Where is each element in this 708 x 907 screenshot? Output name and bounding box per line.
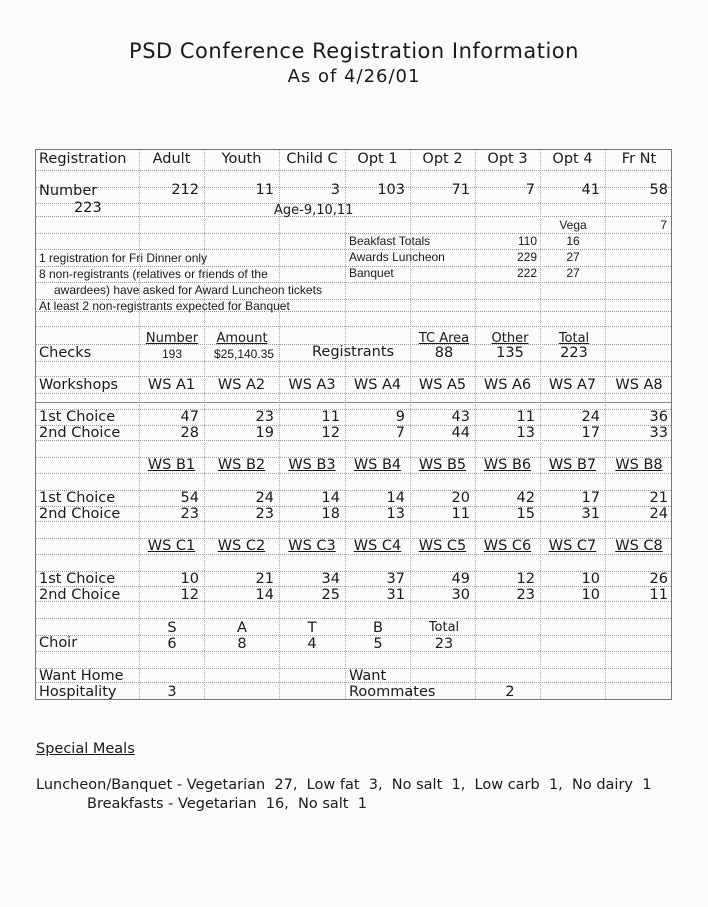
checks-total-value: 223 [560,345,588,361]
first-choice-value: 11 [516,409,535,425]
registration-table [35,149,672,700]
workshop-heading: WS B5 [418,457,467,473]
second-choice-value: 33 [649,425,668,441]
number-value: 212 [171,182,199,198]
second-choice-value: 23 [180,506,199,522]
workshop-heading: WS C1 [147,538,196,554]
checks-total-label: Total [558,331,590,346]
grid-row-line [36,361,671,362]
second-choice-value: 13 [516,425,535,441]
number-value: 11 [255,182,274,198]
second-choice-value: 23 [255,506,274,522]
grid-row-line [36,521,671,522]
workshop-heading: WS B2 [217,457,266,473]
registration-note: 1 registration for Fri Dinner only [39,251,208,265]
grid-column-line [204,150,205,699]
first-choice-value: 21 [649,490,668,506]
first-choice-value: 24 [581,409,600,425]
workshop-heading: WS A1 [147,377,196,393]
workshop-heading: WS A5 [418,377,467,393]
grid-column-line [345,150,346,699]
first-choice-value: 26 [649,571,668,587]
choir-part-label: A [237,620,247,636]
first-choice-value: 36 [649,409,668,425]
first-choice-value: 10 [180,571,199,587]
meal-total-label: Banquet [349,266,394,280]
meal-total-value: 222 [516,266,537,280]
first-choice-value: 9 [395,409,405,425]
grid-row-line [36,601,671,602]
special-meals-line-1: Luncheon/Banquet - Vegetarian 27, Low fat 3, No salt 1, Low carb 1, No dairy 1 [36,777,652,793]
meal-total-vega: 27 [566,250,580,264]
number-value: 41 [581,182,600,198]
child-age-note: Age-9,10,11 [274,203,354,218]
vega-label: Vega [559,218,587,232]
workshop-heading: WS A6 [483,377,532,393]
header-child-c: Child C [286,151,338,167]
hospitality-label: Want Home [39,668,124,684]
workshop-heading: WS C5 [418,538,467,554]
number-value: 7 [525,182,535,198]
second-choice-value: 13 [386,506,405,522]
registration-note: awardees) have asked for Award Luncheon tickets [54,283,322,297]
grid-row-line [36,473,671,474]
workshop-heading: WS B4 [353,457,402,473]
second-choice-value: 25 [321,587,340,603]
grid-row-line [36,425,671,426]
workshop-heading: WS B6 [483,457,532,473]
hospitality-label: Hospitality [39,684,117,700]
grid-row-line [36,554,671,555]
grid-row-line [36,571,671,572]
page-subtitle: As of 4/26/01 [287,66,421,87]
grid-row-line [36,409,671,410]
number-value: 103 [377,182,405,198]
first-choice-value: 14 [386,490,405,506]
workshop-heading: WS A7 [548,377,597,393]
header-opt-1: Opt 1 [357,151,398,167]
workshop-heading: WS C6 [483,538,532,554]
choir-part-label: T [307,620,317,636]
checks-other-value: 135 [496,345,524,361]
first-choice-value: 37 [386,571,405,587]
workshop-heading: WS C2 [217,538,266,554]
choir-part-value: 4 [307,636,317,652]
grid-row-line [36,635,671,636]
grid-row-line [36,203,671,204]
choir-part-value: 5 [373,636,383,652]
workshop-heading: WS C4 [353,538,402,554]
choir-part-value: 8 [237,636,247,652]
header-adult: Adult [152,151,191,167]
workshop-heading: WS A2 [217,377,266,393]
workshop-heading: WS C7 [548,538,597,554]
checks-other-label: Other [491,331,529,346]
header-opt-2: Opt 2 [422,151,463,167]
second-choice-label: 2nd Choice [39,425,121,441]
header-fr-nt: Fr Nt [621,151,657,167]
checks-number: 193 [161,347,183,361]
grid-column-line [475,150,476,699]
grid-row-line [36,402,671,403]
header-registration: Registration [39,151,127,167]
first-choice-value: 14 [321,490,340,506]
second-choice-value: 31 [386,587,405,603]
meal-total-label: Awards Luncheon [349,250,445,264]
second-choice-value: 24 [649,506,668,522]
grid-row-line [36,651,671,652]
first-choice-value: 47 [180,409,199,425]
second-choice-value: 31 [581,506,600,522]
checks-tc-label: TC Area [418,331,470,346]
second-choice-value: 17 [581,425,600,441]
first-choice-label: 1st Choice [39,490,116,506]
second-choice-value: 12 [180,587,199,603]
first-choice-value: 34 [321,571,340,587]
registration-note: At least 2 non-registrants expected for Banquet [39,299,290,313]
second-choice-value: 23 [516,587,535,603]
grid-column-line [139,150,140,699]
workshop-heading: WS B8 [615,457,663,473]
first-choice-value: 23 [255,409,274,425]
first-choice-value: 11 [321,409,340,425]
choir-part-value: 6 [167,636,177,652]
workshop-heading: WS A8 [615,377,663,393]
checks-label: Checks [39,345,92,361]
number-value: 71 [451,182,470,198]
workshop-heading: WS B1 [147,457,196,473]
meal-total-value: 229 [516,250,537,264]
grid-row-line [36,170,671,171]
first-choice-value: 21 [255,571,274,587]
page-title: PSD Conference Registration Information [129,39,579,63]
meal-total-value: 110 [517,234,537,248]
first-choice-value: 17 [581,490,600,506]
choir-part-label: B [373,620,383,636]
meal-total-label: Beakfast Totals [349,234,431,248]
checks-number-label: Number [145,331,199,346]
vega-value: 7 [660,218,667,232]
first-choice-value: 12 [516,571,535,587]
hospitality-value: 3 [167,684,177,700]
workshop-heading: WS B7 [548,457,597,473]
number-value: 3 [330,182,340,198]
second-choice-value: 18 [321,506,340,522]
first-choice-value: 10 [581,571,600,587]
grid-row-line [36,506,671,507]
number-total: 223 [74,200,102,216]
grid-row-line [36,187,671,188]
second-choice-value: 28 [180,425,199,441]
grid-row-line [36,440,671,441]
workshop-heading: WS C8 [615,538,663,554]
second-choice-value: 19 [255,425,274,441]
choir-part-value: 23 [434,636,454,652]
grid-row-line [36,216,671,217]
second-choice-value: 11 [451,506,470,522]
second-choice-value: 15 [516,506,535,522]
second-choice-value: 11 [649,587,668,603]
grid-column-line [605,150,606,699]
grid-column-line [540,150,541,699]
grid-row-line [36,618,671,619]
choir-part-label: S [167,620,177,636]
first-choice-value: 49 [451,571,470,587]
first-choice-value: 54 [180,490,199,506]
special-meals-line-2: Breakfasts - Vegetarian 16, No salt 1 [87,796,367,812]
grid-row-line [36,586,671,587]
second-choice-value: 30 [451,587,470,603]
first-choice-value: 43 [451,409,470,425]
checks-amount: $25,140.35 [213,347,275,361]
workshop-heading: WS C3 [288,538,336,554]
grid-row-line [36,490,671,491]
first-choice-label: 1st Choice [39,409,116,425]
first-choice-value: 20 [451,490,470,506]
meal-total-vega: 16 [566,234,580,248]
header-opt-4: Opt 4 [552,151,593,167]
number-label: Number [39,183,98,199]
checks-amount-label: Amount [216,331,268,346]
second-choice-label: 2nd Choice [39,587,121,603]
number-value: 58 [649,182,668,198]
header-youth: Youth [221,151,262,167]
roommates-label: Want [349,668,387,684]
grid-row-line [36,326,671,327]
second-choice-value: 44 [451,425,470,441]
roommates-value: 2 [505,684,515,700]
checks-tc-value: 88 [434,345,454,361]
roommates-label: Roommates [349,684,436,700]
workshop-heading: WS A3 [288,377,336,393]
checks-registrants-label: Registrants [312,344,395,360]
workshops-label: Workshops [39,377,119,393]
grid-row-line [36,393,671,394]
grid-column-line [279,150,280,699]
second-choice-value: 10 [581,587,600,603]
choir-label: Choir [39,635,78,651]
choir-part-label: Total [428,620,460,635]
first-choice-label: 1st Choice [39,571,116,587]
second-choice-value: 12 [321,425,340,441]
grid-column-line [410,150,411,699]
second-choice-value: 7 [395,425,405,441]
first-choice-value: 24 [255,490,274,506]
header-opt-3: Opt 3 [487,151,528,167]
second-choice-value: 14 [255,587,274,603]
workshop-heading: WS A4 [353,377,402,393]
workshop-heading: WS B3 [288,457,336,473]
meal-total-vega: 27 [566,266,580,280]
second-choice-label: 2nd Choice [39,506,121,522]
registration-note: 8 non-registrants (relatives or friends of the [39,267,268,281]
special-meals-heading: Special Meals [36,741,135,757]
first-choice-value: 42 [516,490,535,506]
